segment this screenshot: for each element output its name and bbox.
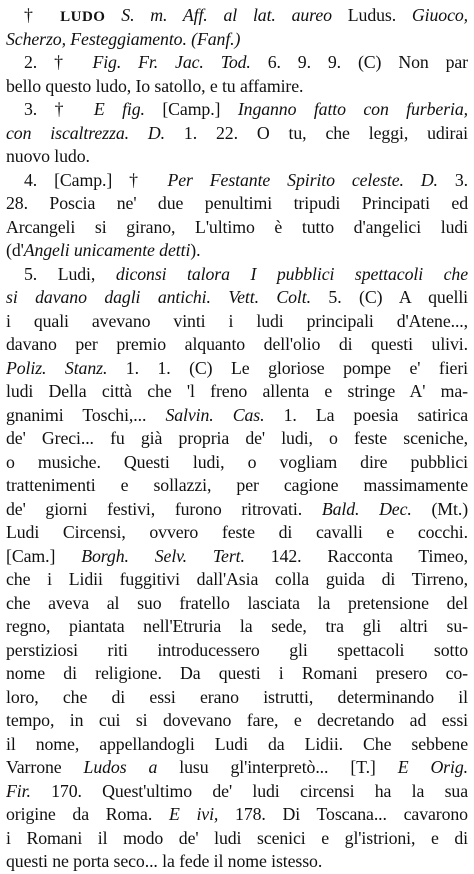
text-run: 1. 22. O tu, che leggi, udirai: [165, 122, 468, 143]
text-line: [6, 615, 468, 639]
text-run: Ludi Circensi, ovvero feste di cavalli e cocchi.: [6, 522, 468, 542]
text-run: 4. [Camp.] †: [24, 169, 168, 190]
text-run: 2. †: [24, 52, 93, 72]
text-run: perstiziosi riti introducessero gli spettacoli sotto: [6, 639, 468, 660]
italic-run: Borgh. Selv. Tert.: [81, 545, 245, 566]
text-line: [6, 451, 468, 475]
text-line: [6, 756, 468, 780]
text-line: [6, 474, 468, 498]
text-line: [6, 639, 468, 663]
text-line: [6, 545, 468, 569]
italic-run: E ivi,: [168, 804, 219, 824]
text-run: [Camp.]: [144, 99, 238, 119]
text-line: [6, 380, 468, 404]
text-run: 3. †: [24, 99, 94, 119]
text-run: nuovo ludo.: [6, 146, 90, 166]
italic-run: Per Festante Spirito celeste. D.: [167, 169, 438, 190]
text-line: [6, 333, 468, 357]
text-run: il nome, appellandogli Ludi da Lidii. Che sebbene: [6, 733, 468, 754]
text-line: [6, 286, 468, 310]
text-line: [6, 709, 468, 733]
text-line: [6, 51, 468, 75]
text-run: che i Lidii fuggitivi dall'Asia colla guida di Tirreno,: [6, 569, 468, 589]
text-run: Arcangeli si girano, L'ultimo è tutto d'angelici ludi: [6, 216, 468, 237]
text-run: ludi Della città che 'l freno allenta e stringe A' ma-: [6, 381, 468, 401]
text-run: 3.: [437, 169, 468, 190]
text-run: 5. Ludi,: [24, 263, 116, 284]
text-line: [6, 568, 468, 592]
headword: LUDO: [60, 9, 106, 25]
text-line: [6, 827, 468, 851]
text-run: 1. 1. (C) Le gloriose pompe e' fieri: [107, 357, 468, 378]
text-run: che aveva al suo fratello lasciata la pretensione del: [6, 592, 468, 613]
italic-run: Giuoco,: [411, 5, 468, 25]
text-run: lusu gl'interpretò... [T.]: [157, 757, 398, 777]
text-run: origine da Roma.: [6, 804, 169, 824]
text-line: [6, 239, 468, 263]
italic-run: con iscaltrezza. D.: [6, 122, 165, 143]
text-line: [6, 145, 468, 169]
text-run: 28. Poscia ne' due penultimi tripudi Principati ed: [6, 193, 468, 213]
text-line: [6, 75, 468, 99]
text-line: [6, 427, 468, 451]
text-line: [6, 803, 468, 827]
text-line: [6, 521, 468, 545]
text-line: [6, 686, 468, 710]
text-run: 142. Racconta Timeo,: [244, 545, 468, 566]
text-run: 5. (C) A quelli: [310, 287, 468, 307]
text-line: [6, 592, 468, 616]
italic-run: Fir.: [6, 780, 31, 801]
text-run: o musiche. Questi ludi, o vogliam dire pubblici: [6, 451, 468, 472]
text-line: [6, 310, 468, 334]
text-run: bello questo ludo, Io satollo, e tu affamire.: [6, 75, 304, 96]
text-line: [6, 98, 468, 122]
italic-run: Fig. Fr. Jac. Tod.: [92, 52, 251, 72]
italic-run: Scherzo, Festeggiamento. (Fanf.): [6, 28, 241, 49]
text-run: 170. Quest'ultimo de' ludi circensi ha la sua: [30, 780, 468, 801]
italic-run: diconsi talora I pubblici spettacoli che: [115, 263, 468, 284]
italic-run: Poliz. Stanz.: [6, 357, 108, 378]
italic-run: S. m. Aff. al lat. aureo: [105, 5, 348, 25]
text-line: [6, 28, 468, 52]
text-run: tempo, in cui si dovevano fare, e decretando ad essi: [6, 710, 468, 730]
text-run: 178. Di Toscana... cavarono: [218, 804, 468, 824]
text-run: i quali avevano vinti i ludi principali d'Atene...,: [6, 310, 468, 331]
text-run: Ludus.: [347, 5, 412, 25]
text-run: (Mt.): [411, 498, 468, 519]
text-line: [6, 662, 468, 686]
text-run: trattenimenti e sollazzi, per cagione massimamente: [6, 475, 468, 495]
italic-run: Ludos a: [83, 757, 158, 777]
italic-run: E Orig.: [397, 757, 468, 777]
text-line: [6, 850, 468, 874]
text-run: gnanimi Toschi,...: [6, 404, 166, 425]
text-line: [6, 404, 468, 428]
text-run: davano per premio alquanto dell'olio di questi ulivi.: [6, 334, 468, 354]
text-line: [6, 780, 468, 804]
text-line: [6, 733, 468, 757]
text-line: [6, 357, 468, 381]
italic-run: E fig.: [93, 99, 145, 119]
text-line: [6, 169, 468, 193]
text-run: Varrone: [6, 757, 84, 777]
text-run: questi ne porta seco... la fede il nome istesso.: [6, 851, 323, 871]
italic-run: si davano dagli antichi. Vett. Colt.: [6, 287, 311, 307]
text-line: [6, 498, 468, 522]
italic-run: Inganno fatto con furberia,: [237, 99, 468, 119]
italic-run: Bald. Dec.: [321, 498, 412, 519]
text-line: [6, 122, 468, 146]
dictionary-entry: [6, 4, 468, 874]
text-line: [6, 4, 468, 28]
italic-run: Salvin. Cas.: [165, 404, 265, 425]
text-run: (d': [6, 240, 24, 260]
text-run: [Cam.]: [6, 545, 82, 566]
text-line: [6, 192, 468, 216]
text-run: de' Greci... fu già propria de' ludi, o feste sceniche,: [6, 428, 468, 448]
text-run: 1. La poesia satirica: [264, 404, 468, 425]
italic-run: Angeli unicamente detti: [23, 240, 191, 260]
text-run: de' giorni festivi, furono ritrovati.: [6, 498, 322, 519]
text-line: [6, 216, 468, 240]
text-run: †: [24, 5, 61, 25]
text-run: i Romani il modo de' ludi scenici e gl'istrioni, e di: [6, 827, 468, 848]
text-run: loro, che di essi erano istrutti, determinando il: [6, 686, 468, 707]
text-run: nome di religione. Da questi i Romani presero co-: [6, 663, 468, 683]
text-run: regno, piantata nell'Etruria la sede, tra gli altri su-: [6, 616, 468, 636]
text-run: ).: [190, 240, 201, 260]
text-line: [6, 263, 468, 287]
text-run: 6. 9. 9. (C) Non par: [250, 52, 468, 72]
